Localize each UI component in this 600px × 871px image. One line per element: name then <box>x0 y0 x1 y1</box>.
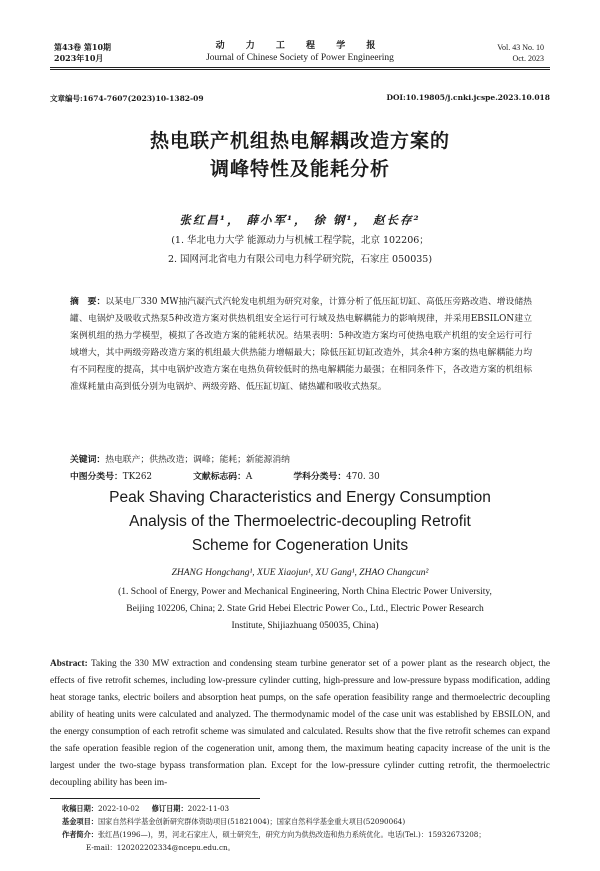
header-rule <box>50 67 550 68</box>
header-volume-en <box>497 42 544 64</box>
affiliation-en-line3: Institute, Shijiazhuang 050035, China) <box>231 621 379 631</box>
abstract-en-label: Abstract: <box>50 659 88 669</box>
footnote-email[interactable]: E-mail：120202202334@ncepu.edu.cn。 <box>86 843 235 852</box>
received-date: 2022-10-02 <box>97 804 140 813</box>
footnote-rule <box>50 798 260 799</box>
fund-text: 国家自然科学基金创新研究群体资助项目(51821004)；国家自然科学基金重大项目(52090064) <box>97 817 406 826</box>
keywords-cn-label: 关键词： <box>70 455 106 465</box>
author-bio-text: 张红昌(1996—)，男，河北石家庄人，硕士研究生，研究方向为供热改造和热力系统优化。电话(Tel.)：15932673208； <box>97 830 486 839</box>
abstract-cn-label: 摘 要： <box>70 297 106 307</box>
received-label: 收稿日期： <box>62 804 98 813</box>
revised-date: 2022-11-03 <box>187 804 230 813</box>
abstract-en-text: Taking the 330 MW extraction and condensing steam turbine generator set of a power plant as the research object, the effects of five retrofit schemes, including low-pressure cylinder cutting, high-pressure and low-pressure bypass modification, adding heat storage tanks, electric boilers and absorption heat pumps, on the safe operation feasibility range and thermoelectric decoupling ability of heating units were calculated and analyzed. The thermodynamic model of the case unit was established by EBSILON, and the energy consumption of each retrofit scheme was simulated and calculated. Results show that the five retrofit schemes can expand the safe operation feasible region of the cogeneration unit, among them, the maximum heating capacity increase of the unit is the largest under the two-stage bypass transformation plan. Except for the low-pressure cylinder cutting retrofit, the thermoelectric decoupling ability has been im- <box>50 659 550 788</box>
header-rule-2 <box>50 69 550 70</box>
doc-code-value: A <box>245 472 253 482</box>
doc-code-label: 文献标志码： <box>193 472 246 482</box>
author-bio-label: 作者简介： <box>62 830 98 839</box>
journal-name-cn: 动 力 工 程 学 报 <box>215 41 385 51</box>
subject-code-value: 470. 30 <box>346 472 380 482</box>
classification-cn <box>70 469 380 482</box>
title-cn-line2: 调峰特性及能耗分析 <box>209 158 390 180</box>
title-en-line3: Scheme for Cogeneration Units <box>191 537 409 554</box>
fund-label: 基金项目： <box>62 817 98 826</box>
journal-name-en: Journal of Chinese Society of Power Engineering <box>206 53 394 63</box>
volume-en: Vol. 43 No. 10 <box>497 43 544 52</box>
keywords-cn <box>70 452 290 465</box>
authors-cn: 张红昌¹， 薛小军¹， 徐 钢¹， 赵长存² <box>179 213 421 227</box>
title-en-line2: Analysis of the Thermoelectric-decoupling Retrofit <box>129 513 471 530</box>
title-cn-line1: 热电联产机组热电解耦改造方案的 <box>149 130 450 152</box>
abstract-cn <box>70 294 532 396</box>
subject-code-label: 学科分类号： <box>293 472 347 482</box>
clc-label: 中图分类号： <box>70 472 123 482</box>
article-number: 文章编号:1674-7607(2023)10-1382-09 <box>50 94 204 103</box>
clc-value: TK262 <box>122 472 153 482</box>
volume-cn: 第43卷 第10期 <box>54 42 112 52</box>
authors-en: ZHANG Hongchang¹, XUE Xiaojun¹, XU Gang¹, ZHAO Changcun² <box>171 568 429 578</box>
footnote-author <box>62 828 542 841</box>
abstract-en <box>50 656 550 792</box>
keywords-cn-text: 热电联产；供热改造；调峰；能耗；新能源消纳 <box>105 455 290 465</box>
affiliation-cn-line1: (1. 华北电力大学 能源动力与机械工程学院，北京 102206； <box>171 235 429 246</box>
affiliation-cn-line2: 2. 国网河北省电力有限公司电力科学研究院，石家庄 050035) <box>167 254 433 265</box>
revised-label: 修订日期： <box>151 804 188 813</box>
footnote-dates <box>62 802 542 815</box>
footnote-fund <box>62 815 542 828</box>
affiliation-en-line2: Beijing 102206, China; 2. State Grid Hebei Electric Power Co., Ltd., Electric Power Research <box>126 604 484 614</box>
doi: DOI:10.19805/j.cnki.jcspe.2023.10.018 <box>386 93 550 102</box>
title-en-line1: Peak Shaving Characteristics and Energy Consumption <box>109 489 491 506</box>
date-cn: 2023年10月 <box>54 53 104 63</box>
date-en: Oct. 2023 <box>512 54 544 63</box>
abstract-cn-text: 以某电厂330 MW抽汽凝汽式汽轮发电机组为研究对象，计算分析了低压缸切缸、高低压旁路改造、增设储热罐、电锅炉及吸收式热泵5种改造方案对供热机组安全运行可行域及热电解耦能力的影响规律，并采用EBSILON建立案例机组的热力学模型，模拟了各改造方案的能耗状况。结果表明：5种改造方案均可使热电联产机组的安全运行可行域增大，其中两级旁路改造方案的机组最大供热能力增幅最大；除低压缸切缸改造外，其余4种方案的热电解耦能力均有不同程度的提高，其中电锅炉改造方案在电热负荷较低时的热电解耦能力最强；在相同条件下，各改造方案的机组标准煤耗量由高到低分别为电锅炉、两级旁路、低压缸切缸、储热罐和吸收式热泵。 <box>70 297 532 392</box>
affiliation-en-line1: (1. School of Energy, Power and Mechanical Engineering, North China Electric Power University, <box>118 587 492 597</box>
